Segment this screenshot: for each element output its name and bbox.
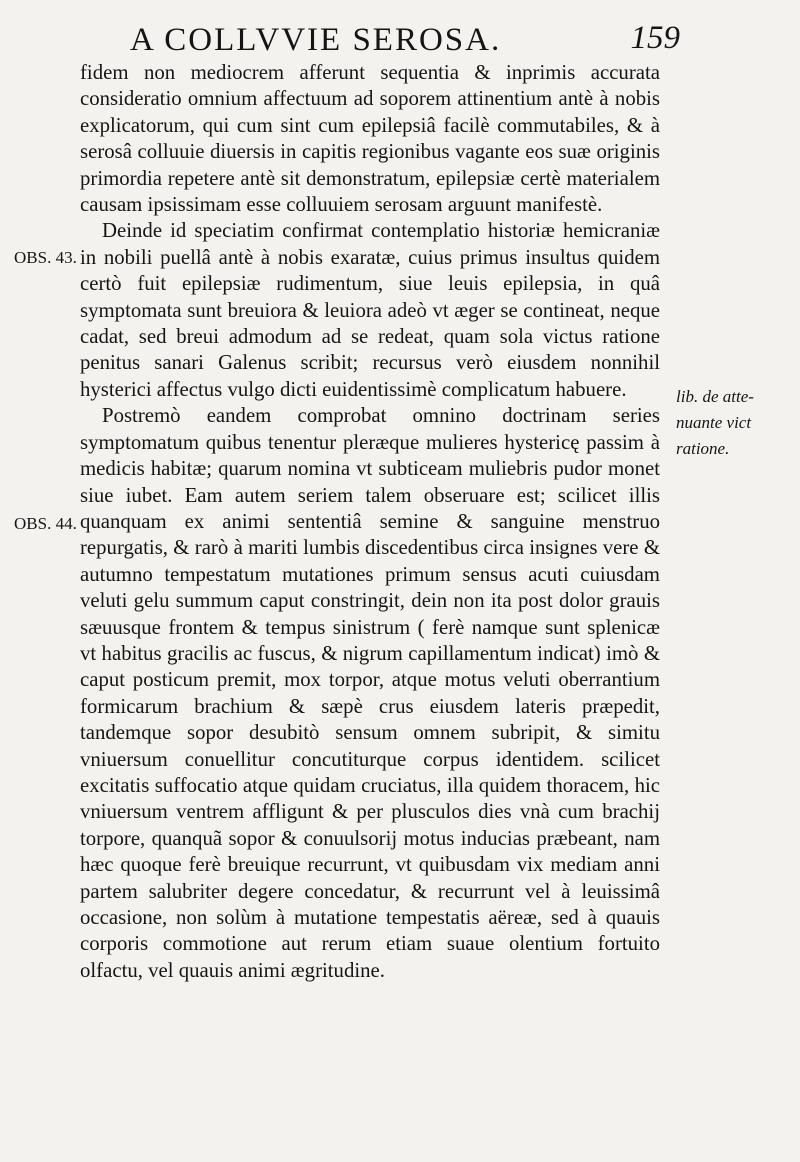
page-header <box>130 18 680 62</box>
marginal-reference-line: ratione. <box>676 439 730 458</box>
main-text <box>80 60 660 984</box>
marginal-reference <box>676 384 796 462</box>
margin-obs-44: OBS. 44. <box>14 514 77 533</box>
marginal-reference-line: lib. de atte- <box>676 387 754 406</box>
marginal-reference-line: nuante vict <box>676 413 752 432</box>
paragraph-deinde: Deinde id speciatim confirmat contemplatio historiæ hemicraniæ in nobili puellâ antè à nobis exaratæ, cuius primus insultus quidem certò fuit epilepsiæ rudimentum, siue leuis epilepsia, in quâ symptomata sunt breuiora & leuiora adeò vt æger se contineat, neque cadat, sed breui admodum ad se redeat, quam sola victus ratione penitus sanari Galenus scribit; recursus verò eiusdem nonnihil hysterici affectus vulgo dicti euidentissimè complicatum habuere. <box>80 219 660 401</box>
running-head: A COLLVVIE SEROSA. <box>130 22 502 58</box>
paragraph-postremo: Postremò eandem comprobat omnino doctrinam series symptomatum quibus tenentur pleræque mulieres hystericę passim à medicis habitæ; quarum nomina vt subticeam muliebris pudor monet siue iubet. Eam autem seriem talem obseruare est; scilicet illis quanquam ex animi sententiâ semine & sanguine menstruo repurgatis, & rarò à mariti lumbis discedentibus circa insignes vere & autumno tempestatum mutationes primum sensus acuti cuiusdam veluti gelu summum caput constringit, dein non ita post dolor grauis sæuusque frontem & tempus sinistrum ( ferè namque sunt splenicæ vt habitus gracilis ac fuscus, & nigrum capillamentum indicat) imò & caput posticum premit, mox torpor, atque motus veluti oberrantium formicarum brachium & sæpè crus eiusdem lateris præpedit, tandemque sopor desubitò sensum omnem subripit, & simitu vniuersum conuellitur concutiturque corpus identidem. scilicet excitatis suffocatio atque quidam cruciatus, illa quidem thoracem, hic vniuersum ventrem affligunt & per plusculos dies vnà cum brachij torpore, quanquã sopor & conuulsorij motus inducias præbeant, nam hæc quoque ferè breuique recurrunt, vt quibusdam vix mediam anni partem salubriter degere concedatur, & recurrunt vel à leuissimâ occasione, non solùm à mutatione tempestatis aëreæ, sed à quauis corporis commotione aut rerum etiam suaue olentium fortuito olfactu, vel quauis animi ægritudine. <box>80 404 660 982</box>
margin-obs-43: OBS. 43. <box>14 248 77 267</box>
paragraph-continuation: fidem non mediocrem afferunt sequentia & inprimis accurata consideratio omnium affectuum ad soporem attinentium antè à nobis explicatorum, qui cum sint cum epilepsiâ facilè commutabiles, & à serosâ colluuie diuersis in capitis regionibus vagante eos suæ originis primordia repetere antè sit demonstratum, epilepsiæ certè materialem causam ipsissimam esse colluuiem serosam arguunt manifestè. <box>80 61 660 217</box>
page-number: 159 <box>630 20 680 56</box>
